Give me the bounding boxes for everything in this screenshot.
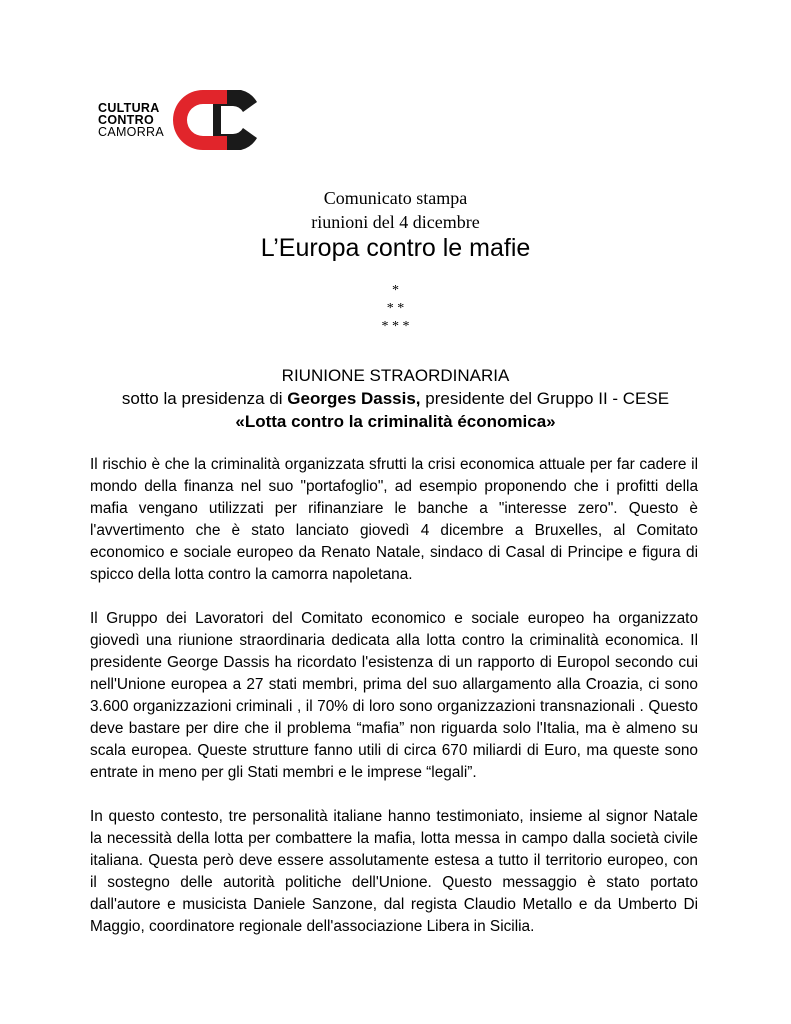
kicker-date: riunioni del 4 dicembre [311, 212, 480, 232]
cc-logo-icon [173, 88, 259, 152]
star-row: * * [386, 301, 405, 316]
presidency-suffix: presidente del Gruppo II - CESE [420, 389, 670, 408]
president-name: Georges Dassis, [287, 389, 421, 408]
meeting-presidency [0, 387, 791, 410]
meeting-topic: «Lotta contro la criminalità économica» [235, 412, 556, 431]
article-body [90, 454, 698, 960]
logo-line-contro: CONTRO [98, 113, 154, 127]
paragraph: Il Gruppo dei Lavoratori del Comitato economico e sociale europeo ha organizzato giovedì una riunione straordinaria dedicata alla lotta contro la criminalità economica. Il presidente George Dassis ha ricordato l'esistenza di un rapporto di Europol secondo cui nell'Unione europea a 27 stati membri, prima del suo allargamento alla Croazia, ci sono 3.600 organizzazioni criminali , il 70% di loro sono organizzazioni transnazionali . Questo deve bastare per dire che il problema “mafia” non riguarda solo l'Italia, ma è almeno su scala europea. Queste strutture fanno utili di circa 670 miliardi di Euro, ma queste sono entrate in meno per gli Stati membri e le imprese “legali”. [90, 610, 698, 781]
star-row: * [392, 283, 399, 298]
paragraph: In questo contesto, tre personalità italiane hanno testimoniato, insieme al signor Natale la necessità della lotta per combattere la mafia, lotta messa in campo dalla società civile italiana. Questa però deve essere assolutamente estesa a tutto il territorio europeo, con il sostegno delle autorità politiche dell'Unione. Questo messaggio è stato portato dall'autore e musicista Daniele Sanzone, dal regista Claudio Metallo e da Umberto Di Maggio, coordinatore regionale dell'associazione Libera in Sicilia. [90, 808, 698, 935]
kicker-label: Comunicato stampa [323, 188, 468, 208]
star-separator [0, 282, 791, 336]
logo-wordmark [98, 102, 164, 138]
press-release-kicker [0, 186, 791, 234]
logo-line-cultura: CULTURA [98, 101, 160, 115]
page-title: L’Europa contro le mafie [260, 234, 531, 262]
meeting-title: RIUNIONE STRAORDINARIA [281, 366, 510, 385]
presidency-prefix: sotto la presidenza di [121, 389, 288, 408]
meeting-block [0, 364, 791, 433]
logo-line-camorra: CAMORRA [98, 125, 164, 139]
star-row: * * * [381, 319, 410, 334]
cultura-contro-camorra-logo [98, 88, 260, 152]
paragraph: Il rischio è che la criminalità organizzata sfrutti la crisi economica attuale per far cadere il mondo della finanza nel suo "portafoglio", ad esempio proponendo che i profitti della mafia vengano utilizzati per rifinanziare le banche a "interesse zero". Questo è l'avvertimento che è stato lanciato giovedì 4 dicembre a Bruxelles, al Comitato economico e sociale europeo da Renato Natale, sindaco di Casal di Principe e figura di spicco della lotta contro la camorra napoletana. [90, 456, 698, 583]
